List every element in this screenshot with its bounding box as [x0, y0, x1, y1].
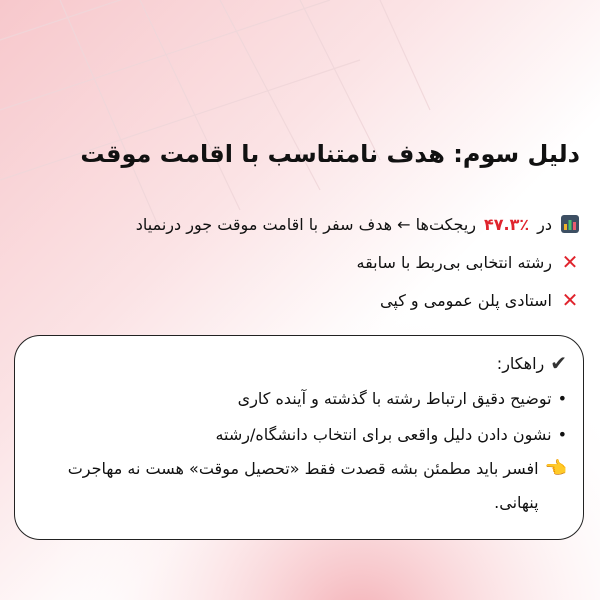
- pointing-hand-icon: 👈: [544, 458, 567, 479]
- list-item: [136, 243, 580, 281]
- point-text: رشته انتخابی بی‌ربط با سابقه: [356, 252, 552, 272]
- solution-note-text: افسر باید مطمئن بشه قصدت فقط «تحصیل موقت» هست نه مهاجرت پنهانی.: [67, 459, 539, 512]
- bullet-icon: •: [557, 388, 567, 408]
- solution-box: [14, 335, 584, 540]
- stat-prefix: در: [537, 214, 552, 234]
- solution-bullet: [25, 416, 567, 452]
- solution-bullet-text: توضیح دقیق ارتباط رشته با گذشته و آینده کاری: [237, 388, 552, 408]
- page-title: دلیل سوم: هدف نامتناسب با اقامت موقت: [80, 140, 580, 168]
- stat-percent: ۴۷.۳٪: [484, 214, 530, 234]
- cross-icon: ✕: [561, 288, 579, 312]
- solution-heading: [25, 346, 567, 380]
- bar-chart-icon: [560, 214, 580, 234]
- list-item: [136, 281, 580, 319]
- solution-bullet-text: نشون دادن دلیل واقعی برای انتخاب دانشگاه/رشته: [215, 424, 552, 444]
- solution-heading-label: راهکار:: [496, 353, 545, 373]
- solution-note: [25, 452, 567, 520]
- reason-list: [136, 205, 580, 319]
- check-icon: ✔: [550, 351, 567, 375]
- point-text: استادی پلن عمومی و کپی: [380, 290, 552, 310]
- list-item: [136, 205, 580, 243]
- solution-bullet: [25, 380, 567, 416]
- bullet-icon: •: [557, 424, 567, 444]
- stat-text: ریجکت‌ها ← هدف سفر با اقامت موقت جور درنمیاد: [135, 214, 476, 234]
- cross-icon: ✕: [561, 250, 579, 274]
